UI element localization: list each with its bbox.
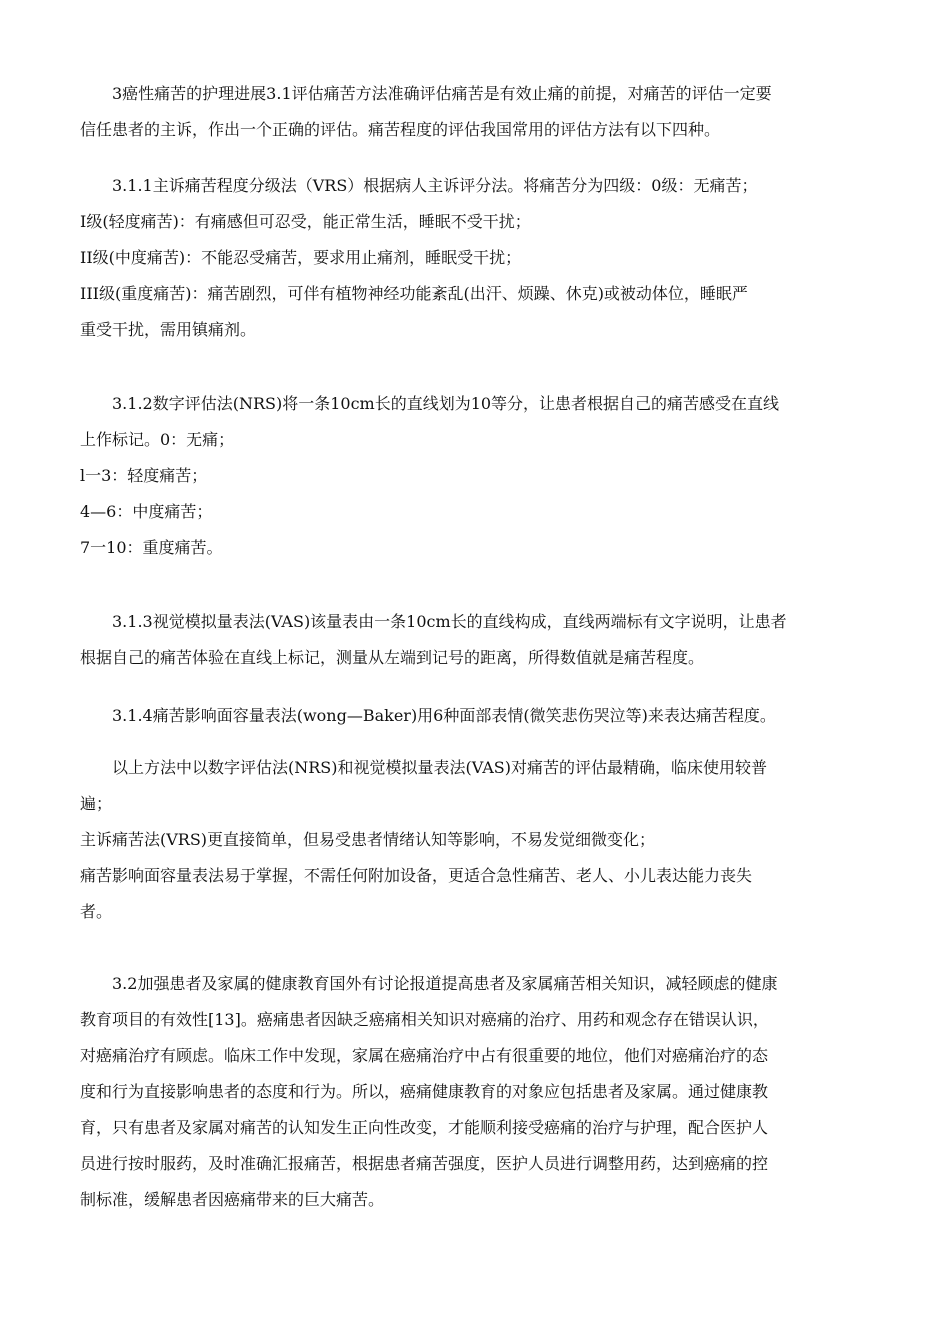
text-line: 3.1.4痛苦影响面容量表法(wong—Baker)用6种面部表情(微笑悲伤哭泣等)来表达痛苦程度。 — [112, 706, 776, 725]
text-line: 信任患者的主诉，作出一个正确的评估。痛苦程度的评估我国常用的评估方法有以下四种。 — [80, 120, 721, 139]
text-line: 3.1.1主诉痛苦程度分级法（VRS）根据病人主诉评分法。将痛苦分为四级：0级：无痛苦； — [112, 176, 758, 195]
text-line: 4—6：中度痛苦； — [80, 502, 213, 521]
text-line: 制标准，缓解患者因癌痛带来的巨大痛苦。 — [80, 1190, 385, 1209]
text-line: 3.2加强患者及家属的健康教育国外有讨论报道提高患者及家属痛苦相关知识，减轻顾虑的健康 — [112, 974, 778, 993]
paragraph-health-education — [80, 966, 880, 1218]
text-line: 3癌性痛苦的护理进展3.1评估痛苦方法准确评估痛苦是有效止痛的前提，对痛苦的评估一定要 — [112, 84, 772, 103]
text-line: 遍； — [80, 794, 113, 813]
text-line: 痛苦影响面容量表法易于掌握，不需任何附加设备，更适合急性痛苦、老人、小儿表达能力丧失 — [80, 866, 753, 885]
text-line: I级(轻度痛苦)：有痛感但可忍受，能正常生活，睡眠不受干扰； — [80, 212, 531, 231]
text-line: 以上方法中以数字评估法(NRS)和视觉模拟量表法(VAS)对痛苦的评估最精确，临床使用较普 — [112, 758, 767, 777]
text-line: 根据自己的痛苦体验在直线上标记，测量从左端到记号的距离，所得数值就是痛苦程度。 — [80, 648, 705, 667]
paragraph-wong-baker-method — [80, 698, 880, 734]
text-line: III级(重度痛苦)：痛苦剧烈，可伴有植物神经功能紊乱(出汗、烦躁、休克)或被动体位，睡眠严 — [80, 284, 748, 303]
text-line: II级(中度痛苦)：不能忍受痛苦，要求用止痛剂，睡眠受干扰； — [80, 248, 522, 267]
text-line: 员进行按时服药，及时准确汇报痛苦，根据患者痛苦强度，医护人员进行调整用药，达到癌痛的控 — [80, 1154, 769, 1173]
paragraph-method-comparison — [80, 750, 880, 930]
text-line: 3.1.2数字评估法(NRS)将一条10cm长的直线划为10等分，让患者根据自己的痛苦感受在直线 — [112, 394, 780, 413]
text-line: l一3：轻度痛苦； — [80, 466, 208, 485]
paragraph-pain-assessment-intro — [80, 76, 880, 148]
text-line: 重受干扰，需用镇痛剂。 — [80, 320, 257, 339]
text-line: 度和行为直接影响患者的态度和行为。所以，癌痛健康教育的对象应包括患者及家属。通过健康教 — [80, 1082, 769, 1101]
text-line: 育，只有患者及家属对痛苦的认知发生正向性改变，才能顺利接受癌痛的治疗与护理，配合医护人 — [80, 1118, 769, 1137]
text-line: 主诉痛苦法(VRS)更直接简单，但易受患者情绪认知等影响，不易发觉细微变化； — [80, 830, 656, 849]
text-line: 对癌痛治疗有顾虑。临床工作中发现，家属在癌痛治疗中占有很重要的地位，他们对癌痛治疗的态 — [80, 1046, 769, 1065]
text-line: 3.1.3视觉模拟量表法(VAS)该量表由一条10cm长的直线构成，直线两端标有文字说明，让患者 — [112, 612, 787, 631]
paragraph-vas-method — [80, 604, 880, 676]
text-line: 上作标记。0：无痛； — [80, 430, 235, 449]
paragraph-vrs-method — [80, 168, 880, 348]
paragraph-nrs-method — [80, 386, 880, 566]
text-line: 7一10：重度痛苦。 — [80, 538, 223, 557]
text-line: 教育项目的有效性[13]。癌痛患者因缺乏癌痛相关知识对癌痛的治疗、用药和观念存在错误认识， — [80, 1010, 769, 1029]
text-line: 者。 — [80, 902, 113, 921]
